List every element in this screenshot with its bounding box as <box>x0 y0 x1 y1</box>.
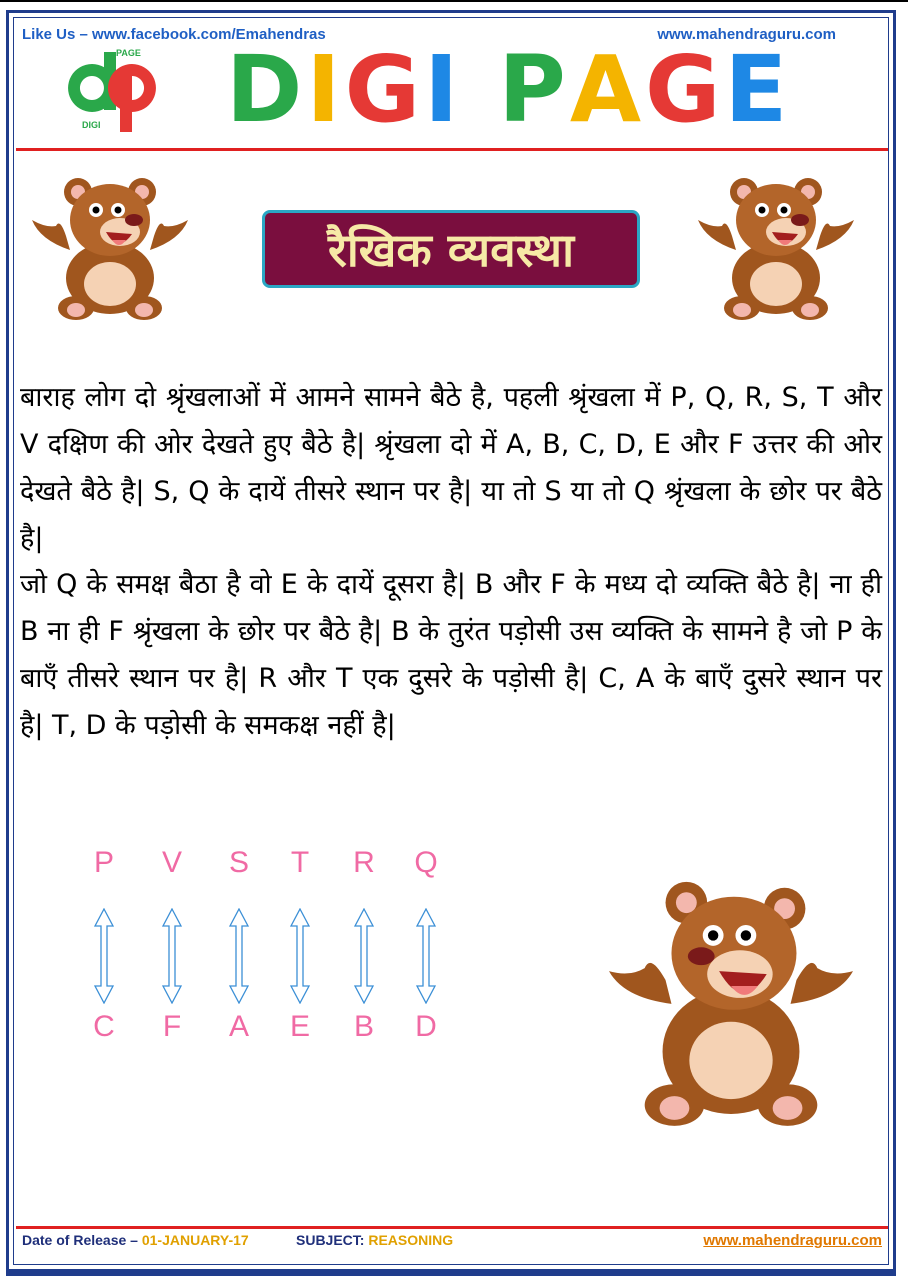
bottom-row-letter: F <box>162 1010 182 1043</box>
top-row-letter: R <box>353 846 375 879</box>
header-divider <box>16 148 888 151</box>
release-date-label: Date of Release – <box>22 1232 142 1248</box>
facebook-link[interactable]: Like Us – www.facebook.com/Emahendras <box>22 26 326 43</box>
bottom-row-letter: E <box>289 1010 310 1043</box>
top-row-letter: S <box>228 846 249 879</box>
question-paragraph-2: जो Q के समक्ष बैठा है वो E के दायें दूसरा है| B और F के मध्य दो व्यक्ति बैठे है| ना ही B ना ही F श्रृंखला के छोर पर बैठे है| B के तुरंत पड़ोसी उस व्यक्ति के सामने है जो P के बाएँ तीसरे स्थान पर है| R और T एक दुसरे के पड़ोसी है| C, A के बाएँ दुसरे स्थान पर है| T, D के पड़ोसी के समकक्ष नहीं है| <box>20 569 882 741</box>
double-arrow-icon <box>162 908 182 1004</box>
bottom-row-letter: C <box>93 1010 115 1043</box>
bottom-row-letter: D <box>415 1010 437 1043</box>
subject-label: SUBJECT: <box>296 1232 369 1248</box>
double-arrow-icon <box>290 908 310 1004</box>
topic-title: रैखिक व्यवस्था <box>328 223 574 277</box>
logo-bottom-text: DIGI <box>82 120 101 130</box>
double-arrow-icon <box>229 908 249 1004</box>
double-arrow-icon <box>416 908 436 1004</box>
double-arrow-icon <box>94 908 114 1004</box>
bear-illustration-large <box>606 846 856 1126</box>
brand-letter <box>462 44 498 136</box>
top-row-letter: P <box>93 846 114 879</box>
bear-illustration-right <box>692 170 860 320</box>
topic-title-box <box>262 210 640 288</box>
brand-letter: P <box>498 36 570 143</box>
double-arrow-icon <box>354 908 374 1004</box>
top-border-line <box>0 0 908 2</box>
website-link[interactable]: www.mahendraguru.com <box>657 26 836 43</box>
release-date <box>22 1232 249 1248</box>
brand-letter: I <box>424 36 463 143</box>
brand-letter: G <box>344 36 425 143</box>
top-row-letter: V <box>161 846 182 879</box>
logo-top-text: PAGE <box>116 48 141 58</box>
digi-page-brand <box>226 36 792 143</box>
brand-letter: I <box>306 36 345 143</box>
page-bottom-bar <box>6 1270 896 1276</box>
brand-letter: D <box>226 36 307 143</box>
footer-website-link[interactable]: www.mahendraguru.com <box>703 1232 882 1249</box>
subject <box>296 1232 453 1248</box>
footer-divider <box>16 1226 888 1229</box>
subject-value: REASONING <box>368 1232 454 1248</box>
top-row-letter: T <box>290 846 310 879</box>
bottom-row-letter: A <box>228 1010 249 1043</box>
bear-illustration-left <box>26 170 194 320</box>
brand-letter: E <box>724 36 792 143</box>
digi-page-logo <box>48 46 180 132</box>
top-row-letter: Q <box>414 846 438 879</box>
release-date-value: 01-JANUARY-17 <box>141 1232 249 1248</box>
brand-letter: G <box>645 36 725 143</box>
question-paragraph-1: बाराह लोग दो श्रृंखलाओं में आमने सामने बैठे है, पहली श्रृंखला में P, Q, R, S, T और V दक्षिण की ओर देखते हुए बैठे है| श्रृंखला दो में A, B, C, D, E और F उत्तर की ओर देखते बैठे है| S, Q के दायें तीसरे स्थान पर है| या तो S या तो Q श्रृंखला के छोर पर बैठे है| <box>20 382 882 554</box>
brand-letter: A <box>569 36 646 143</box>
bottom-row-letter: B <box>353 1010 374 1043</box>
